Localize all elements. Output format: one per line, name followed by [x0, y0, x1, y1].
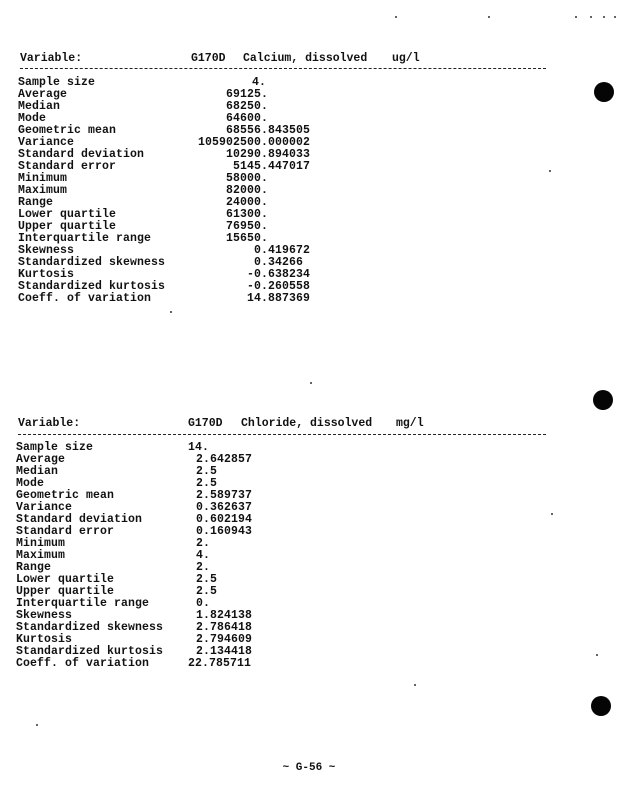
- row-value: 64600.: [225, 112, 268, 125]
- row-value: 2.5: [196, 573, 218, 586]
- row-value: 22.785711: [188, 657, 252, 670]
- row-label: Lower quartile: [16, 573, 115, 586]
- row-label: Interquartile range: [18, 232, 152, 245]
- row-value: 10290.894033: [225, 148, 310, 161]
- scan-speck: [310, 382, 312, 384]
- row-value: 2.5: [196, 465, 218, 478]
- row-value: 2.134418: [196, 645, 253, 658]
- page-number: ~ G-56 ~: [282, 762, 336, 774]
- row-value: 0.602194: [196, 513, 253, 526]
- block2-stats-table: [16, 442, 276, 674]
- row-label: Kurtosis: [18, 268, 75, 281]
- row-label: Median: [18, 100, 61, 113]
- row-value: -0.260558: [246, 280, 310, 293]
- row-value: 1.824138: [196, 609, 253, 622]
- scan-speck: [551, 513, 553, 515]
- block2-header-rule: [18, 434, 546, 435]
- punch-hole-top: [594, 82, 614, 102]
- row-value: 0.419672: [253, 244, 310, 257]
- row-label: Sample size: [18, 76, 96, 89]
- row-label: Standardized kurtosis: [18, 280, 166, 293]
- row-value: 2.589737: [196, 489, 253, 502]
- table-row: [18, 185, 338, 197]
- row-label: Upper quartile: [16, 585, 115, 598]
- block1-variable-description: Calcium, dissolved: [243, 52, 368, 65]
- scan-speck: [575, 16, 577, 18]
- scan-speck: [603, 16, 605, 18]
- row-label: Standardized skewness: [16, 621, 164, 634]
- scan-speck: [596, 654, 598, 656]
- row-value: 14.: [188, 441, 210, 454]
- table-row: [18, 89, 338, 101]
- row-label: Standard deviation: [18, 148, 145, 161]
- scan-speck: [395, 16, 397, 18]
- block2-variable-unit: mg/l: [396, 417, 424, 430]
- row-value: 14.887369: [246, 292, 310, 305]
- row-label: Mode: [16, 477, 45, 490]
- row-label: Median: [16, 465, 59, 478]
- row-value: -0.638234: [246, 268, 310, 281]
- row-value: 68556.843505: [225, 124, 310, 137]
- scan-speck: [414, 684, 416, 686]
- page-number-text: G-56: [295, 762, 323, 774]
- row-label: Coeff. of variation: [18, 292, 152, 305]
- scan-speck: [549, 170, 551, 172]
- row-label: Standard error: [16, 525, 115, 538]
- row-label: Range: [18, 196, 54, 209]
- row-label: Variance: [18, 136, 75, 149]
- block2-variable-code: G170D: [188, 417, 223, 430]
- row-value: 2.794609: [196, 633, 253, 646]
- row-label: Skewness: [18, 244, 75, 257]
- block1-stats-table: [18, 77, 338, 309]
- row-value: 4.: [196, 549, 211, 562]
- row-value: 2.: [196, 561, 211, 574]
- table-row: [18, 101, 338, 113]
- punch-hole-middle: [593, 390, 613, 410]
- row-label: Maximum: [18, 184, 68, 197]
- scan-speck: [488, 16, 490, 18]
- row-label: Standardized kurtosis: [16, 645, 164, 658]
- row-value: 15650.: [225, 232, 268, 245]
- row-label: Minimum: [18, 172, 68, 185]
- row-label: Lower quartile: [18, 208, 117, 221]
- scan-speck: [590, 16, 592, 18]
- row-label: Variance: [16, 501, 73, 514]
- row-value: 69125.: [225, 88, 268, 101]
- block1-variable-code: G170D: [191, 52, 226, 65]
- row-label: Geometric mean: [18, 124, 117, 137]
- row-label: Interquartile range: [16, 597, 150, 610]
- row-value: 4.: [251, 76, 266, 89]
- table-row: [18, 293, 338, 305]
- row-label: Sample size: [16, 441, 94, 454]
- row-value: 5145.447017: [232, 160, 310, 173]
- scan-speck: [614, 16, 616, 18]
- row-label: Standard deviation: [16, 513, 143, 526]
- punch-hole-bottom: [591, 696, 611, 716]
- row-value: 0.: [196, 597, 211, 610]
- row-label: Geometric mean: [16, 489, 115, 502]
- row-label: Standardized skewness: [18, 256, 166, 269]
- row-value: 0.34266: [253, 256, 303, 269]
- row-value: 61300.: [225, 208, 268, 221]
- table-row: [16, 466, 276, 478]
- row-value: 0.160943: [196, 525, 253, 538]
- row-value: 68250.: [225, 100, 268, 113]
- row-label: Upper quartile: [18, 220, 117, 233]
- row-label: Skewness: [16, 609, 73, 622]
- row-value: 82000.: [225, 184, 268, 197]
- row-label: Maximum: [16, 549, 66, 562]
- table-row: [16, 658, 276, 670]
- row-value: 76950.: [225, 220, 268, 233]
- row-label: Average: [18, 88, 68, 101]
- row-label: Minimum: [16, 537, 66, 550]
- row-value: 24000.: [225, 196, 268, 209]
- block2-variable-description: Chloride, dissolved: [241, 417, 373, 430]
- row-value: 2.786418: [196, 621, 253, 634]
- row-value: 105902500.000002: [197, 136, 310, 149]
- block1-variable-label: Variable:: [20, 52, 83, 65]
- scan-speck: [170, 311, 172, 313]
- row-label: Coeff. of variation: [16, 657, 150, 670]
- row-value: 2.: [196, 537, 211, 550]
- table-row: [16, 550, 276, 562]
- row-value: 58000.: [225, 172, 268, 185]
- block1-variable-unit: ug/l: [392, 52, 420, 65]
- row-label: Mode: [18, 112, 47, 125]
- block1-header-rule: [20, 68, 546, 69]
- row-value: 2.5: [196, 477, 218, 490]
- block2-variable-label: Variable:: [18, 417, 81, 430]
- row-value: 0.362637: [196, 501, 253, 514]
- row-value: 2.642857: [196, 453, 253, 466]
- row-label: Standard error: [18, 160, 117, 173]
- row-value: 2.5: [196, 585, 218, 598]
- scan-speck: [36, 724, 38, 726]
- row-label: Range: [16, 561, 52, 574]
- row-label: Kurtosis: [16, 633, 73, 646]
- row-label: Average: [16, 453, 66, 466]
